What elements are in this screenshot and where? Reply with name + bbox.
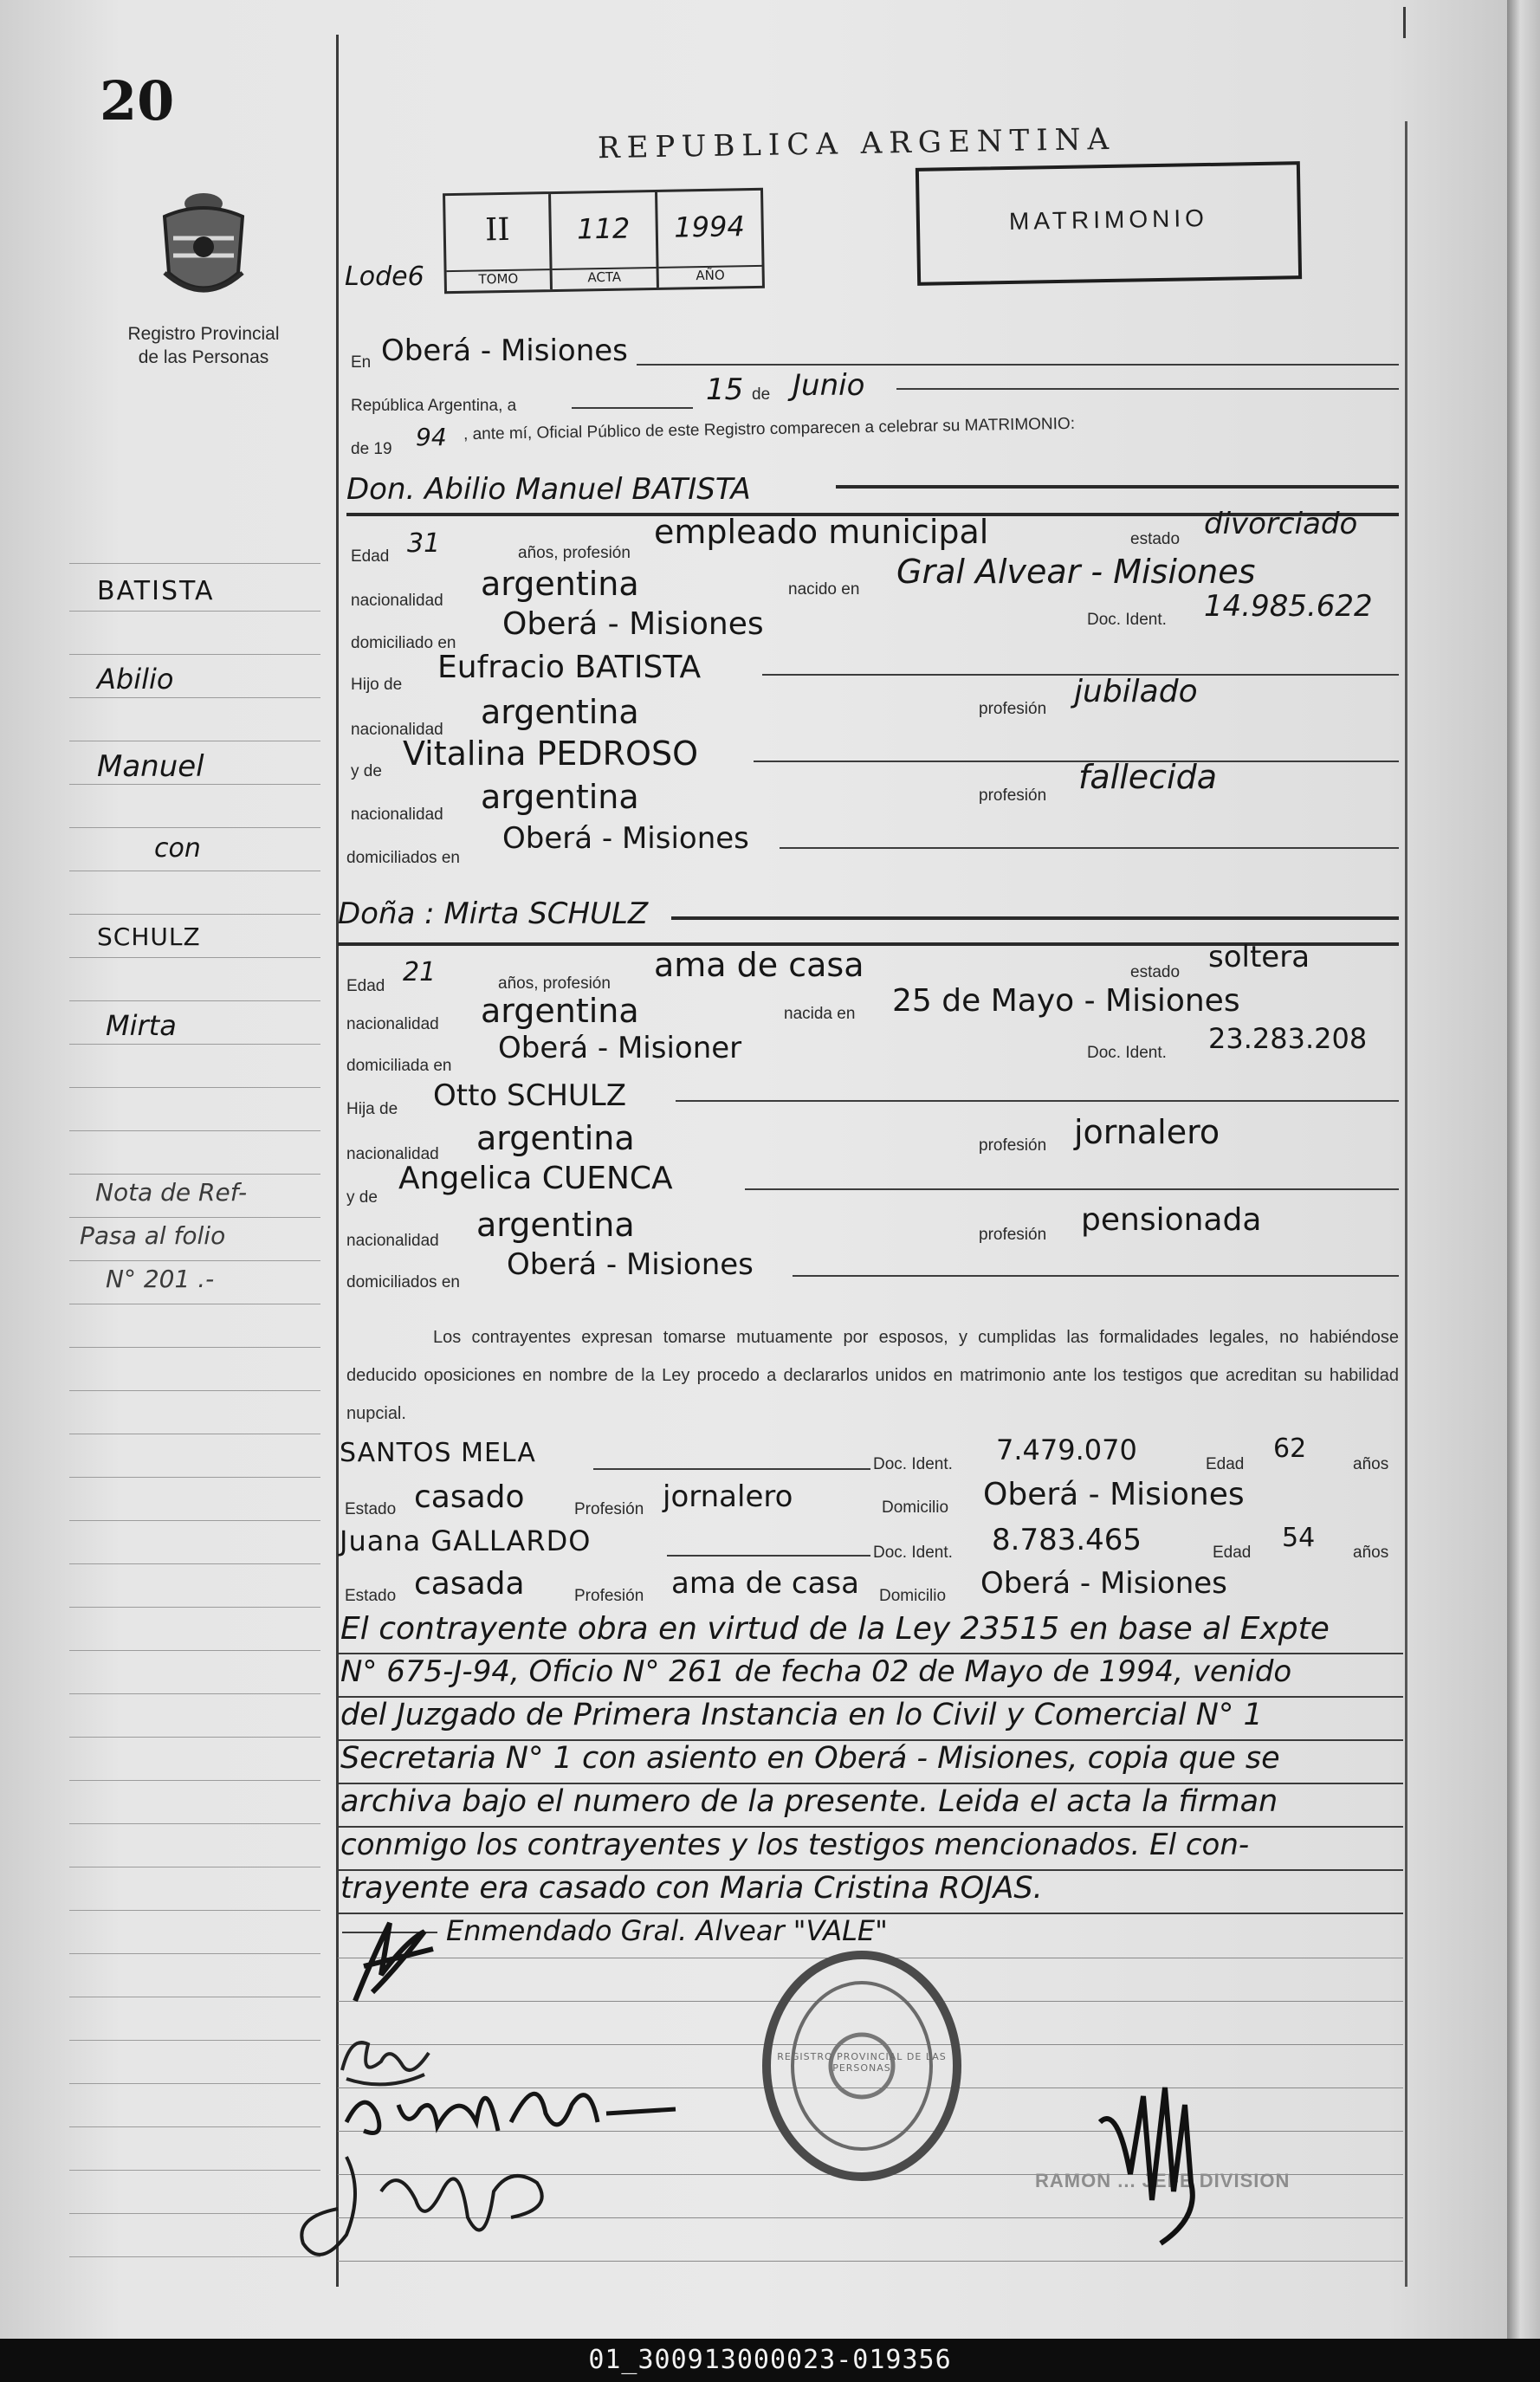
witness1-doc-label: Doc. Ident. (873, 1455, 953, 1473)
bride-nac-label: nacionalidad (346, 1015, 439, 1033)
witness2-prof-label: Profesión (574, 1587, 644, 1605)
page-number: 20 (100, 69, 175, 133)
country-title: REPUBLICA ARGENTINA (597, 121, 1116, 166)
bride-nationality: argentina (481, 992, 639, 1030)
bride-dom-label: domiciliada en (346, 1057, 452, 1075)
witness1-prof-label: Profesión (574, 1500, 644, 1518)
month-fill (896, 388, 1399, 390)
bride-estado-label: estado (1130, 963, 1181, 981)
groom-dom-label: domiciliado en (351, 634, 456, 652)
witness1-edad-label: Edad (1206, 1455, 1245, 1473)
bride-hija-label: Hija de (346, 1100, 398, 1118)
bride-mother: Angelica CUENCA (398, 1161, 673, 1196)
de-label: de (752, 385, 771, 404)
groom-age: 31 (407, 528, 441, 559)
bride-edad-label: Edad (346, 977, 385, 995)
witness2-doc-label: Doc. Ident. (873, 1544, 953, 1562)
groom-domicile: Oberá - Misiones (502, 606, 764, 642)
act-type-box: MATRIMONIO (916, 161, 1302, 286)
groom-doc: 14.985.622 (1204, 589, 1373, 624)
note-line: archiva bajo el numero de la presente. Leida el acta la firman (340, 1784, 1278, 1819)
bride-doc: 23.283.208 (1208, 1022, 1368, 1055)
groom-estado-label: estado (1130, 530, 1181, 548)
groom-mother-fill (754, 761, 1399, 762)
witness1-name: SANTOS MELA (340, 1438, 536, 1468)
binding-edge (1507, 0, 1540, 2339)
note-line: N° 675-J-94, Oficio N° 261 de fecha 02 de Mayo de 1994, venido (340, 1654, 1292, 1689)
witness2-doc: 8.783.465 (992, 1523, 1142, 1557)
bride-age: 21 (403, 957, 437, 987)
top-right-tick (1403, 7, 1406, 38)
officer-signature (1083, 2070, 1213, 2252)
groom-nacido-label: nacido en (788, 580, 860, 599)
margin-name-1: Abilio (97, 663, 174, 696)
witness1-domicile: Oberá - Misiones (983, 1477, 1245, 1512)
bride-father: Otto SCHULZ (433, 1078, 627, 1113)
groom-mother-prof: fallecida (1078, 758, 1218, 796)
bride-prof-label: años, profesión (498, 974, 611, 993)
bride-name-fill (671, 916, 1399, 920)
coat-of-arms-icon (147, 186, 260, 307)
official-seal (758, 1949, 966, 2183)
groom-father-prof: jubilado (1074, 674, 1198, 709)
witness2-domicilio-label: Domicilio (879, 1587, 947, 1605)
day-value: 15 (706, 372, 744, 407)
bride-mother-fill (745, 1188, 1399, 1190)
groom-edad-label: Edad (351, 547, 390, 566)
bride-father-prof-label: profesión (979, 1136, 1047, 1155)
bride-birthplace: 25 de Mayo - Misiones (892, 983, 1240, 1019)
groom-parents-dom-fill (780, 847, 1399, 849)
witness2-age: 54 (1282, 1523, 1316, 1553)
image-caption: 01_300913000023-019356 (0, 2339, 1540, 2382)
en-label: En (351, 353, 372, 372)
witness2-signature (286, 2139, 572, 2269)
place-fill (637, 364, 1399, 366)
witness2-domicile: Oberá - Misiones (980, 1566, 1227, 1601)
groom-prof-label: años, profesión (518, 544, 631, 562)
right-margin-rule (1405, 121, 1407, 2287)
bride-yde-label: y de (346, 1188, 378, 1207)
declaration-paragraph: Los contrayentes expresan tomarse mutuamente por esposos, y cumplidas las formalidades legales, no habiéndose deducido oposiciones en nombre de la Ley procedo a declararlos unidos en matrimonio ante los testigos que acreditan su habilidad nupcial. (346, 1328, 1399, 1423)
witness1-anos-label: años (1353, 1455, 1389, 1473)
witness2-name-fill (667, 1555, 870, 1557)
groom-name: Don. Abilio Manuel BATISTA (346, 472, 751, 507)
groom-profession: empleado municipal (654, 513, 989, 551)
year-suffix-value: 94 (416, 423, 447, 451)
witness1-status: casado (414, 1479, 525, 1515)
margin-name-2: Manuel (97, 749, 204, 784)
margin-name-5: Mirta (106, 1009, 177, 1042)
groom-name-fill (836, 485, 1399, 489)
groom-birthplace: Gral Alvear - Misiones (896, 553, 1256, 591)
de19-label: de 19 (351, 440, 392, 458)
groom-father-nac-label: nacionalidad (351, 721, 443, 739)
groom-mother: Vitalina PEDROSO (403, 735, 698, 773)
witness2-status: casada (414, 1566, 525, 1602)
seal-text: REGISTRO PROVINCIAL DE LAS PERSONAS (777, 2051, 947, 2074)
place-value: Oberá - Misiones (381, 333, 628, 368)
bride-parents-dom-fill (793, 1275, 1399, 1277)
bride-parents-dom: Oberá - Misiones (507, 1247, 754, 1282)
witness2-name: Juana GALLARDO (340, 1524, 592, 1557)
groom-mother-nat: argentina (481, 778, 639, 816)
initials-signature (346, 1906, 442, 2010)
margin-ref-note: Nota de Ref- Pasa al folio N° 201 .- (80, 1178, 248, 1293)
bride-father-nac-label: nacionalidad (346, 1145, 439, 1163)
groom-parents-dom: Oberá - Misiones (502, 821, 749, 856)
note-line: conmigo los contrayentes y los testigos mencionados. El con- (340, 1828, 1250, 1862)
margin-name-4: SCHULZ (97, 922, 201, 951)
witness2-estado-label: Estado (345, 1587, 397, 1605)
groom-hijo-label: Hijo de (351, 676, 403, 694)
groom-parents-dom-label: domiciliados en (346, 849, 460, 867)
groom-nationality: argentina (481, 565, 639, 603)
bride-mother-nat: argentina (476, 1206, 635, 1244)
republica-label: República Argentina, a (351, 397, 517, 415)
bride-father-nat: argentina (476, 1119, 635, 1157)
bride-status: soltera (1208, 940, 1310, 974)
witness1-estado-label: Estado (345, 1500, 397, 1518)
groom-father-prof-label: profesión (979, 700, 1047, 718)
bride-mother-prof: pensionada (1081, 1202, 1262, 1238)
groom-doc-label: Doc. Ident. (1087, 611, 1167, 629)
day-fill (572, 407, 693, 409)
ano-cell: 1994 AÑO (657, 191, 762, 288)
bride-father-prof: jornalero (1074, 1113, 1220, 1151)
witness1-name-fill (593, 1468, 870, 1470)
note-line: trayente era casado con Maria Cristina ROJAS. (340, 1871, 1043, 1906)
witness1-age: 62 (1273, 1434, 1307, 1464)
bride-nacida-label: nacida en (784, 1005, 856, 1023)
margin-name-0: BATISTA (97, 576, 215, 606)
bride-domicile: Oberá - Misioner (498, 1031, 742, 1065)
left-margin-rule (336, 35, 339, 2287)
month-value: Junio (793, 368, 865, 403)
officer-stamp: RAMON ... JEFE DIVISION (1035, 2170, 1291, 2191)
margin-name-3: con (154, 833, 201, 864)
acta-cell: 112 ACTA (551, 192, 658, 289)
ante-label: , ante mí, Oficial Público de este Registro comparecen a celebrar su MATRIMONIO: (463, 414, 1076, 444)
note-line: El contrayente obra en virtud de la Ley 23515 en base al Expte (340, 1611, 1330, 1647)
groom-yde-label: y de (351, 762, 382, 780)
amendment-note: Enmendado Gral. Alvear "VALE" (446, 1914, 888, 1947)
groom-mother-nac-label: nacionalidad (351, 806, 443, 824)
code-handwritten: Lode6 (345, 262, 424, 292)
groom-status: divorciado (1204, 507, 1358, 541)
bride-father-fill (676, 1100, 1399, 1102)
tomo-cell: II TOMO (445, 194, 553, 291)
witness2-edad-label: Edad (1213, 1544, 1252, 1562)
bride-profession: ama de casa (654, 946, 864, 984)
bride-parents-dom-label: domiciliados en (346, 1273, 460, 1291)
act-number-box (443, 188, 765, 294)
registry-name: Registro Provincial de las Personas (127, 324, 280, 367)
witness1-doc: 7.479.070 (996, 1434, 1137, 1466)
bride-mother-nac-label: nacionalidad (346, 1232, 439, 1250)
note-line: Secretaria N° 1 con asiento en Oberá - Misiones, copia que se (340, 1741, 1280, 1776)
bride-name: Doña : Mirta SCHULZ (338, 896, 649, 931)
bride-doc-label: Doc. Ident. (1087, 1044, 1167, 1062)
bride-mother-prof-label: profesión (979, 1226, 1047, 1244)
groom-nac-label: nacionalidad (351, 592, 443, 610)
groom-father: Eufracio BATISTA (437, 650, 702, 685)
witness2-profession: ama de casa (671, 1566, 859, 1601)
note-line: del Juzgado de Primera Instancia en lo Civil y Comercial N° 1 (340, 1698, 1263, 1732)
witness1-domicilio-label: Domicilio (882, 1498, 949, 1517)
witness2-anos-label: años (1353, 1544, 1389, 1562)
groom-father-nat: argentina (481, 693, 639, 731)
witness1-profession: jornalero (663, 1479, 793, 1514)
groom-mother-prof-label: profesión (979, 786, 1047, 805)
